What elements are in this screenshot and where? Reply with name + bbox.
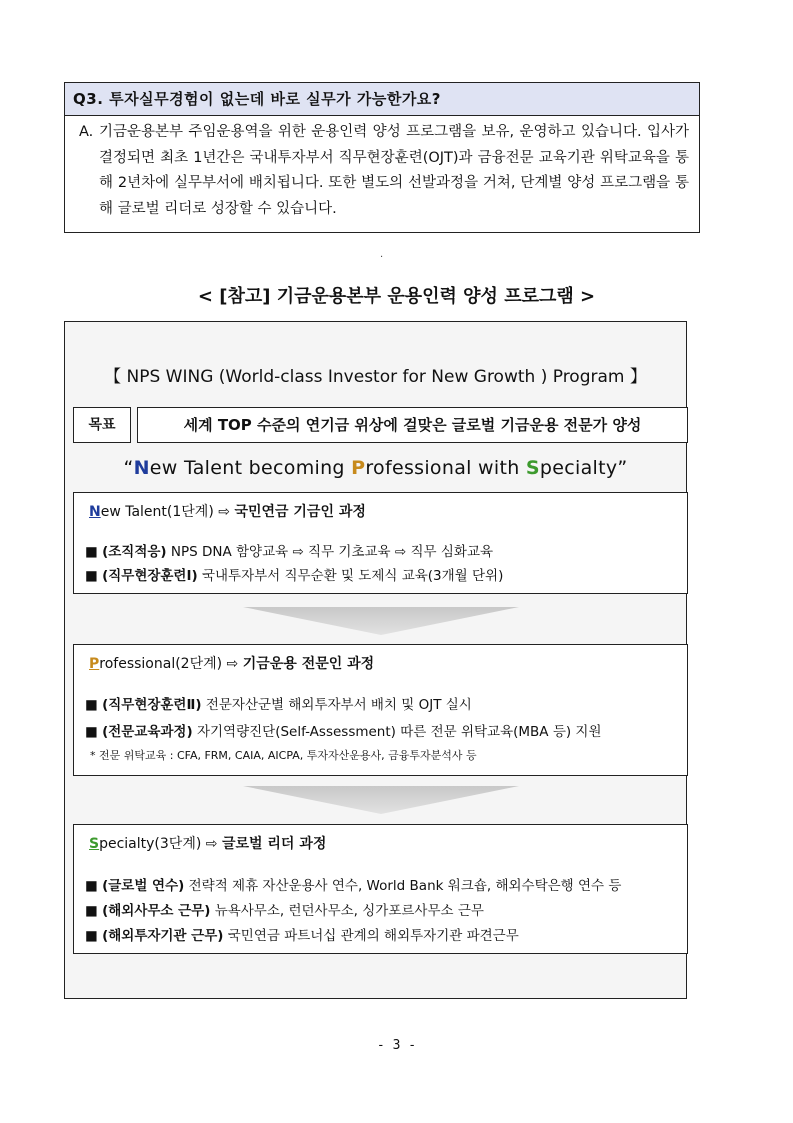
bullet-icon: ■ — [85, 544, 98, 560]
item-text: 국내투자부서 직무순환 및 도제식 교육(3개월 단위) — [201, 568, 504, 584]
item-label: (조직적응) — [102, 544, 167, 560]
item-text: NPS DNA 함양교육 ⇨ 직무 기초교육 ⇨ 직무 심화교육 — [170, 544, 494, 560]
slogan — [65, 457, 686, 479]
bullet-icon: ■ — [85, 568, 98, 584]
list-item — [85, 693, 472, 713]
list-item — [85, 564, 503, 584]
item-text: 국민연금 파트너십 관계의 해외투자기관 파견근무 — [227, 928, 519, 944]
list-item — [85, 924, 519, 944]
arrow-icon: ⇨ — [226, 656, 239, 672]
item-label: (해외투자기관 근무) — [102, 928, 224, 944]
stage-letter: P — [89, 656, 100, 672]
question-heading: Q3. 투자실무경험이 없는데 바로 실무가 가능한가요? — [65, 83, 699, 116]
item-label: (직무현장훈련Ⅱ) — [102, 697, 202, 713]
item-label: (직무현장훈련Ⅰ) — [102, 568, 198, 584]
bullet-icon: ■ — [85, 928, 98, 944]
bullet-icon: ■ — [85, 724, 98, 740]
stage-heading — [89, 501, 366, 521]
stage-name: ew Talent(1단계) — [100, 504, 214, 520]
separator-dot: · — [380, 252, 384, 263]
item-label: (글로벌 연수) — [102, 878, 185, 894]
bullet-icon: ■ — [85, 903, 98, 919]
stage-course: 글로벌 리더 과정 — [221, 836, 327, 852]
stage-letter: S — [89, 836, 100, 852]
list-item — [85, 874, 621, 894]
arrow-icon: ⇨ — [218, 504, 230, 520]
program-panel — [64, 321, 687, 999]
stage-professional — [73, 644, 688, 776]
slogan-n-letter: N — [133, 457, 150, 479]
slogan-close-quote: ” — [617, 457, 628, 479]
stage-heading — [89, 833, 326, 853]
list-item — [85, 720, 602, 740]
answer-block — [65, 116, 699, 232]
stage-specialty — [73, 824, 688, 954]
program-title: 【 NPS WING (World-class Investor for New Growth ) Program 】 — [104, 367, 647, 387]
stage-course: 국민연금 기금인 과정 — [234, 504, 366, 520]
answer-marker: A. — [79, 124, 94, 140]
item-label: (해외사무소 근무) — [102, 903, 211, 919]
footnote: * 전문 위탁교육 : CFA, FRM, CAIA, AICPA, 투자자산운용사, 금융투자분석사 등 — [90, 749, 477, 762]
slogan-s-letter: S — [525, 457, 540, 479]
answer-text: 기금운용본부 주임운용역을 위한 운용인력 양성 프로그램을 보유, 운영하고 있습니다. 입사가 결정되면 최초 1년간은 국내투자부서 직무현장훈련(OJT)과 금융전문 교육기관 위탁교육을 통해 2년차에 실무부서에 배치됩니다. 또한 별도의 선발과정을 거쳐, 단계별 양성 프로그램을 통해 글로벌 리더로 성장할 수 있습니다. — [99, 124, 689, 217]
item-label: (전문교육과정) — [102, 724, 193, 740]
stage-letter: N — [89, 504, 101, 520]
slogan-p-letter: P — [351, 457, 366, 479]
bullet-icon: ■ — [85, 878, 98, 894]
qa-box — [64, 82, 700, 233]
list-item — [85, 540, 493, 560]
goal-label: 목표 — [73, 407, 131, 443]
slogan-p-rest: rofessional with — [365, 457, 526, 479]
item-text: 전략적 제휴 자산운용사 연수, World Bank 워크숍, 해외수탁은행 연수 등 — [188, 878, 622, 894]
stage-name: rofessional(2단계) — [99, 656, 223, 672]
item-text: 전문자산군별 해외투자부서 배치 및 OJT 실시 — [205, 697, 472, 713]
stage-new-talent — [73, 492, 688, 594]
slogan-n-rest: ew Talent becoming — [149, 457, 352, 479]
down-arrow-icon — [243, 786, 519, 814]
arrow-icon: ⇨ — [205, 836, 218, 852]
item-text: 뉴욕사무소, 런던사무소, 싱가포르사무소 근무 — [214, 903, 484, 919]
list-item — [85, 899, 484, 919]
bullet-icon: ■ — [85, 697, 98, 713]
reference-title: < [참고] 기금운용본부 운용인력 양성 프로그램 > — [197, 286, 596, 307]
item-text: 자기역량진단(Self-Assessment) 따른 전문 위탁교육(MBA 등) 지원 — [196, 724, 602, 740]
stage-course: 기금운용 전문인 과정 — [242, 656, 375, 672]
stage-name: pecialty(3단계) — [99, 836, 202, 852]
slogan-open-quote: “ — [123, 457, 134, 479]
page-number: - 3 - — [376, 1038, 417, 1053]
slogan-s-rest: pecialty — [539, 457, 618, 479]
goal-text: 세계 TOP 수준의 연기금 위상에 걸맞은 글로벌 기금운용 전문가 양성 — [137, 407, 688, 443]
stage-heading — [89, 653, 374, 673]
down-arrow-icon — [243, 607, 519, 635]
